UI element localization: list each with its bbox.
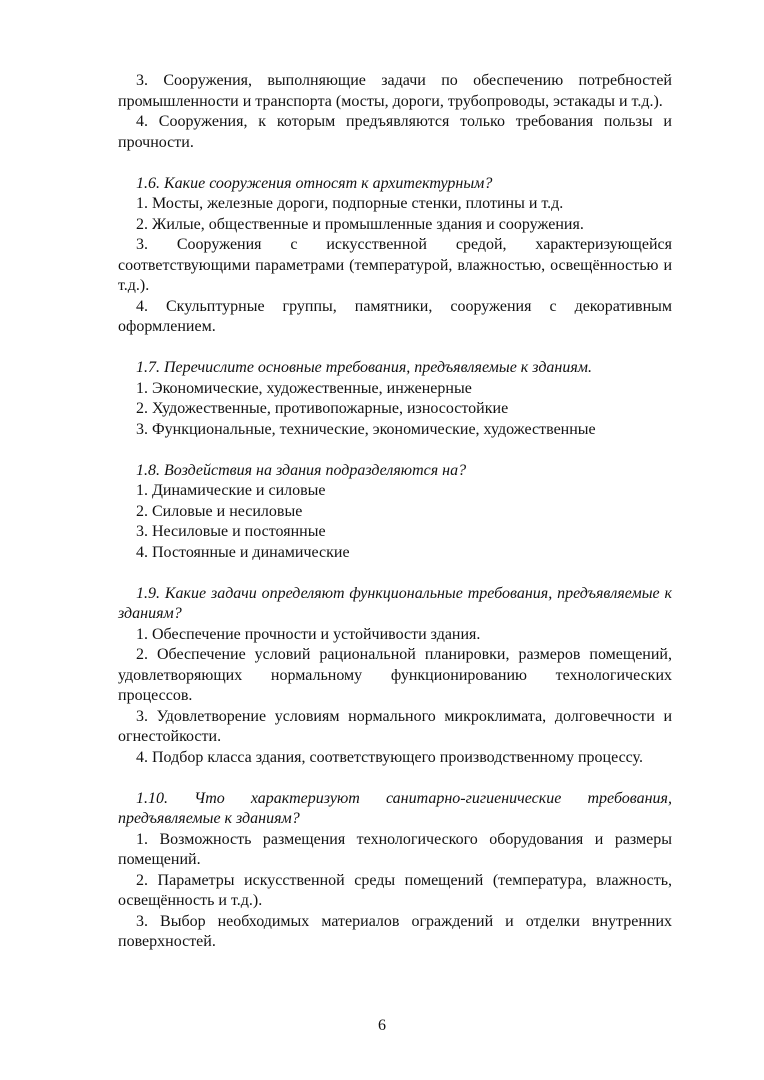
answer-option: 3. Сооружения с искусственной средой, характеризующейся соответствующими параметрами (температурой, влажностью, освещённостью и т.д.). bbox=[118, 236, 672, 294]
answer-option: 2. Силовые и несиловые bbox=[136, 502, 303, 520]
answer-option: 3. Несиловые и постоянные bbox=[136, 523, 326, 540]
answer-option: 3. Функциональные, технические, экономические, художественные bbox=[136, 420, 596, 438]
question-title: 1.7. Перечислите основные требования, предъявляемые к зданиям. bbox=[136, 359, 592, 376]
spacer bbox=[118, 563, 672, 584]
answer-option: 1. Мосты, железные дороги, подпорные стенки, плотины и т.д. bbox=[136, 195, 564, 212]
question-title: 1.8. Воздействия на здания подразделяются на? bbox=[136, 461, 467, 479]
answer-option: 1. Возможность размещения технологического оборудования и размеры помещений. bbox=[118, 830, 672, 868]
page-number: 6 bbox=[378, 1017, 386, 1034]
question-title: 1.9. Какие задачи определяют функциональные требования, предъявляемые к зданиям? bbox=[118, 584, 672, 622]
question-title: 1.10. Что характеризуют санитарно-гигиенические требования, предъявляемые к зданиям? bbox=[118, 789, 672, 827]
answer-option: 4. Скульптурные группы, памятники, сооружения с декоративным оформлением. bbox=[118, 297, 672, 335]
answer-option: 2. Художественные, противопожарные, износостойкие bbox=[136, 400, 509, 417]
list-item: 3. Сооружения, выполняющие задачи по обеспечению потребностей промышленности и транспорта (мосты, дороги, трубопроводы, эстакады и т.д.). bbox=[118, 72, 672, 110]
answer-option: 1. Обеспечение прочности и устойчивости здания. bbox=[136, 625, 481, 643]
spacer bbox=[118, 153, 672, 174]
spacer bbox=[118, 440, 672, 461]
answer-option: 2. Жилые, общественные и промышленные здания и сооружения. bbox=[136, 215, 584, 233]
answer-option: 4. Подбор класса здания, соответствующего производственному процессу. bbox=[136, 748, 643, 766]
answer-option: 1. Экономические, художественные, инженерные bbox=[136, 379, 472, 397]
answer-option: 3. Удовлетворение условиям нормального микроклимата, долговечности и огнестойкости. bbox=[118, 707, 672, 745]
answer-option: 1. Динамические и силовые bbox=[136, 482, 326, 499]
answer-option: 4. Постоянные и динамические bbox=[136, 543, 350, 561]
list-item: 4. Сооружения, к которым предъявляются только требования пользы и прочности. bbox=[118, 113, 672, 151]
answer-option: 3. Выбор необходимых материалов ограждений и отделки внутренних поверхностей. bbox=[118, 912, 672, 950]
spacer bbox=[118, 338, 672, 359]
question-title: 1.6. Какие сооружения относят к архитектурным? bbox=[136, 174, 493, 192]
answer-option: 2. Обеспечение условий рациональной планировки, размеров помещений, удовлетворяющих нормальному функционированию технологических процессов. bbox=[118, 646, 672, 704]
spacer bbox=[118, 768, 672, 789]
answer-option: 2. Параметры искусственной среды помещений (температура, влажность, освещённость и т.д.). bbox=[118, 871, 672, 909]
page-content bbox=[118, 71, 672, 953]
